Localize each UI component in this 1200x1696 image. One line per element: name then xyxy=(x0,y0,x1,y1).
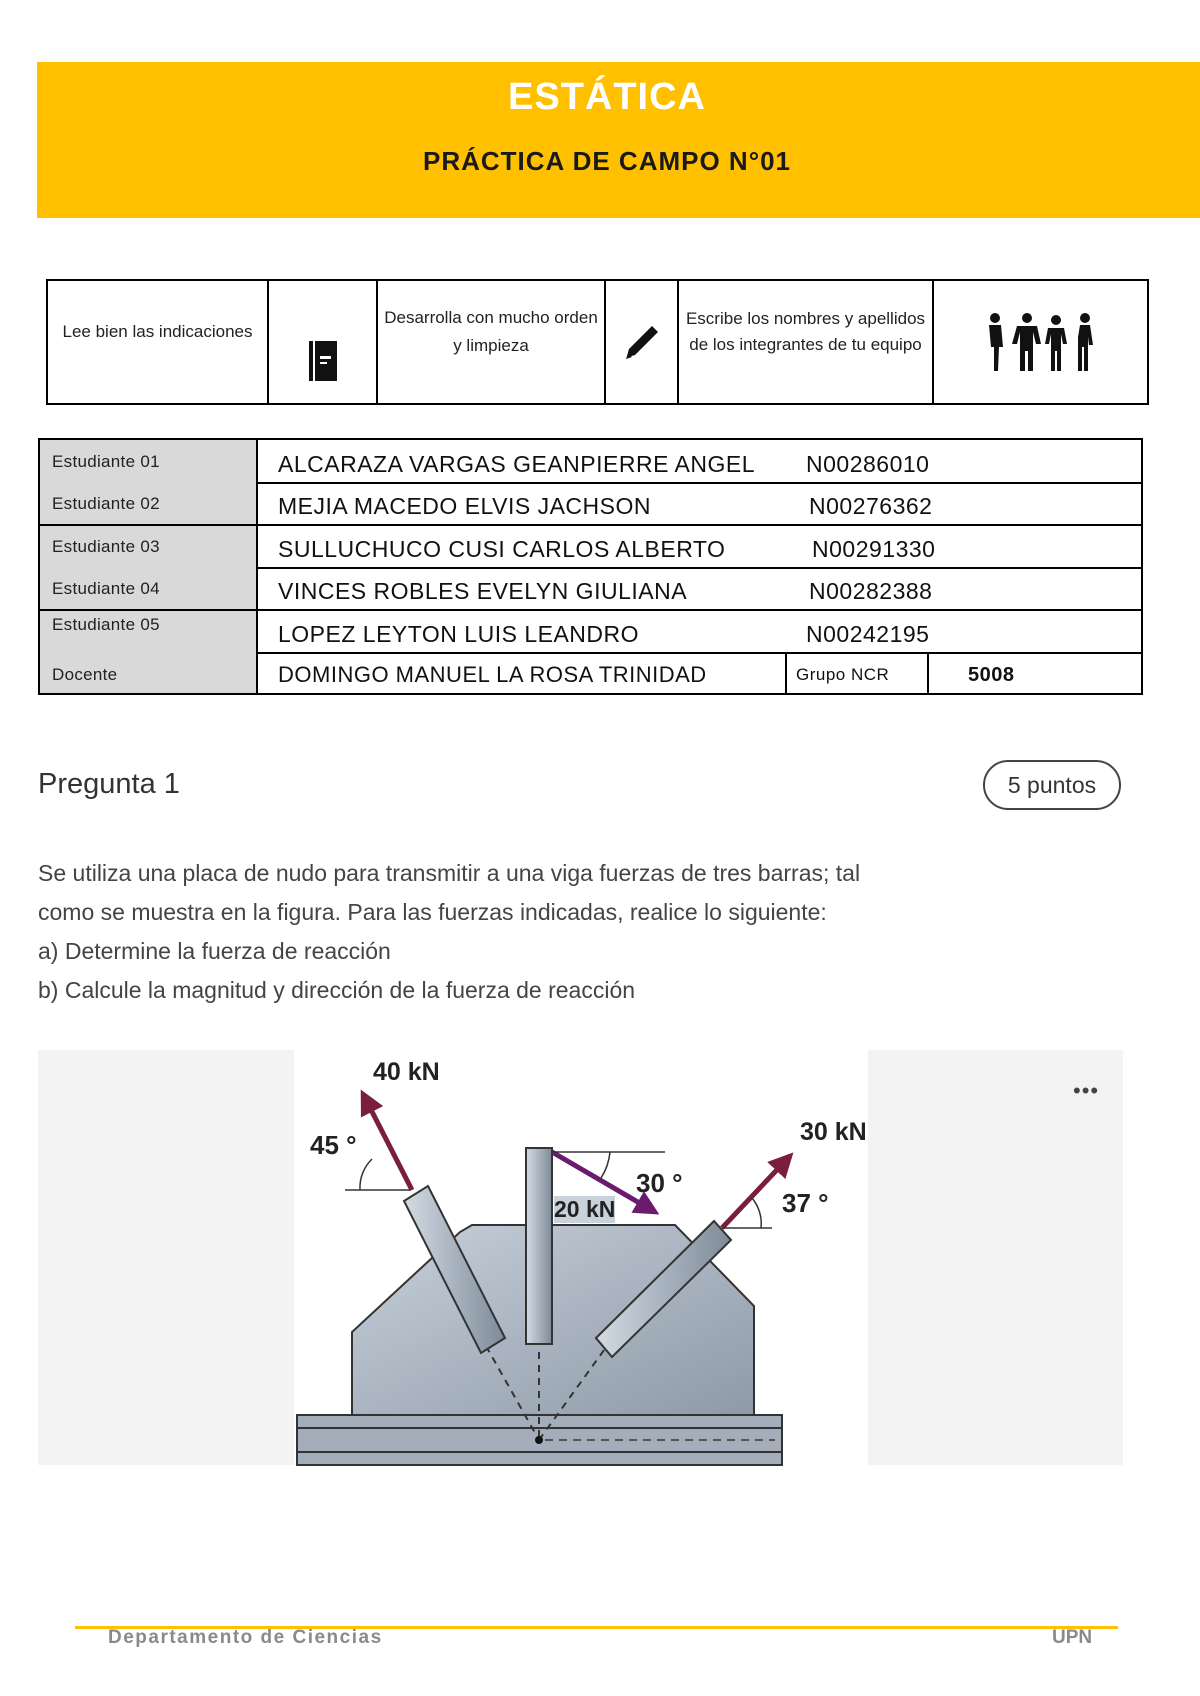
student-label-2: Estudiante 02 xyxy=(52,494,160,513)
footer-university: UPN xyxy=(1052,1627,1093,1648)
bar-middle xyxy=(526,1148,552,1344)
footer-department: Departamento de Ciencias xyxy=(108,1627,383,1648)
student-code-3: N00291330 xyxy=(812,536,936,562)
student-name-4: VINCES ROBLES EVELYN GIULIANA xyxy=(278,578,688,604)
instruction-read: Lee bien las indicaciones xyxy=(48,281,269,403)
more-options-icon[interactable]: ••• xyxy=(1073,1078,1100,1103)
page-title: ESTÁTICA xyxy=(508,76,706,118)
teacher-label: Docente xyxy=(52,665,118,684)
points-badge: 5 puntos xyxy=(983,760,1121,810)
student-code-2: N00276362 xyxy=(809,493,933,519)
group-label: Grupo NCR xyxy=(796,665,890,684)
force-label-left: 40 kN xyxy=(373,1058,440,1086)
angle-label-right: 37 ° xyxy=(782,1188,829,1218)
student-label-3: Estudiante 03 xyxy=(52,537,160,556)
question-line-1: Se utiliza una placa de nudo para transmitir a una viga fuerzas de tres barras; tal xyxy=(38,860,861,886)
angle-label-left: 45 ° xyxy=(310,1130,357,1160)
student-name-3: SULLUCHUCO CUSI CARLOS ALBERTO xyxy=(278,536,726,562)
student-name-1: ALCARAZA VARGAS GEANPIERRE ANGEL xyxy=(278,451,755,477)
student-label-4: Estudiante 04 xyxy=(52,579,160,598)
student-label-1: Estudiante 01 xyxy=(52,452,160,471)
force-arrow-left xyxy=(363,1094,412,1190)
question-title: Pregunta 1 xyxy=(38,768,180,800)
instruction-names: Escribe los nombres y apellidos de los integrantes de tu equipo xyxy=(679,281,934,403)
student-label-5: Estudiante 05 xyxy=(52,615,160,634)
question-line-2: como se muestra en la figura. Para las fuerzas indicadas, realice lo siguiente: xyxy=(38,899,827,925)
instruction-develop: Desarrolla con mucho orden y limpieza xyxy=(378,281,606,403)
student-name-2: MEJIA MACEDO ELVIS JACHSON xyxy=(278,493,651,519)
force-label-right: 30 kN xyxy=(800,1118,867,1146)
force-label-middle: 20 kN xyxy=(554,1196,616,1222)
student-name-5: LOPEZ LEYTON LUIS LEANDRO xyxy=(278,621,640,647)
teacher-name: DOMINGO MANUEL LA ROSA TRINIDAD xyxy=(278,662,707,687)
student-code-4: N00282388 xyxy=(809,578,933,604)
page-subtitle: PRÁCTICA DE CAMPO N°01 xyxy=(422,146,792,176)
group-value: 5008 xyxy=(968,664,1015,686)
student-code-1: N00286010 xyxy=(806,451,930,477)
question-line-3: a) Determine la fuerza de reacción xyxy=(38,938,391,964)
question-line-4: b) Calcule la magnitud y dirección de la fuerza de reacción xyxy=(38,977,636,1003)
student-code-5: N00242195 xyxy=(806,621,930,647)
angle-label-middle: 30 ° xyxy=(636,1168,683,1198)
force-arrow-right xyxy=(722,1156,790,1228)
